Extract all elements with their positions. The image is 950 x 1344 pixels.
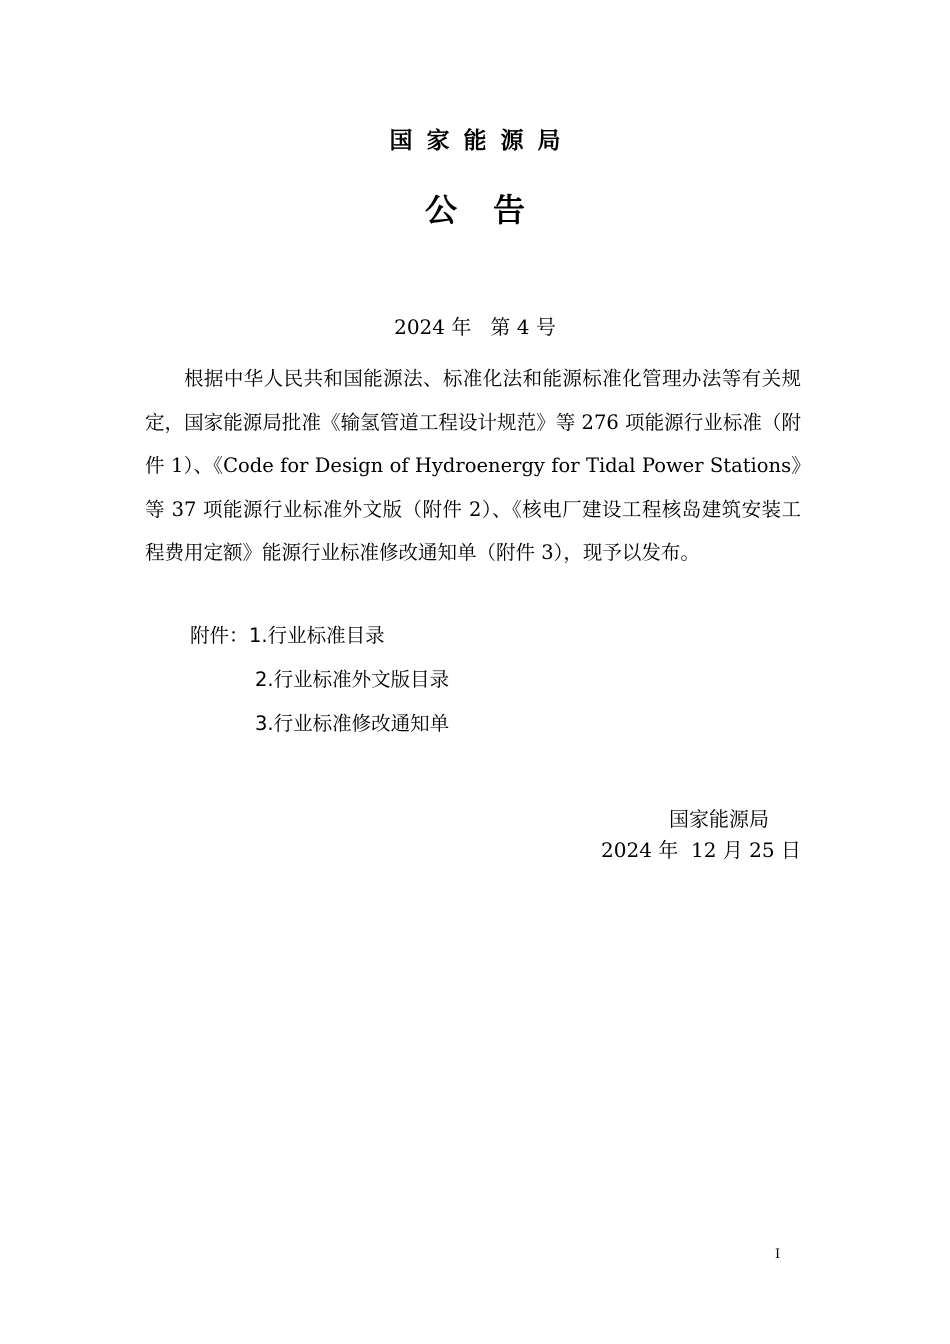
attachments-label: 附件： xyxy=(190,624,249,647)
signature-date: 2024 年 12 月 25 日 xyxy=(601,838,801,862)
attachment-item: 2.行业标准外文版目录 xyxy=(255,668,450,691)
page-number: I xyxy=(775,1247,781,1262)
announcement-body: 根据中华人民共和国能源法、标准化法和能源标准化管理办法等有关规定，国家能源局批准《输氢管道工程设计规范》等 276 项能源行业标准（附件 1）、《Code for Design of Hydroenergy for Tidal Power Stations》等 37 项能源行业标准外文版（附件 2）、《核电厂建设工程核岛建筑安装工程费用定额》能源行业标准修改通知单（附件 3），现予以发布。 xyxy=(145,367,801,564)
attachment-item: 3.行业标准修改通知单 xyxy=(255,712,450,735)
signature-organization: 国家能源局 xyxy=(669,807,769,831)
issuer-heading: 国家能源局 xyxy=(389,128,575,154)
document-number: 2024 年 第 4 号 xyxy=(394,315,556,339)
announcement-title: 公告 xyxy=(424,191,561,229)
attachment-item: 1.行业标准目录 xyxy=(249,624,385,647)
